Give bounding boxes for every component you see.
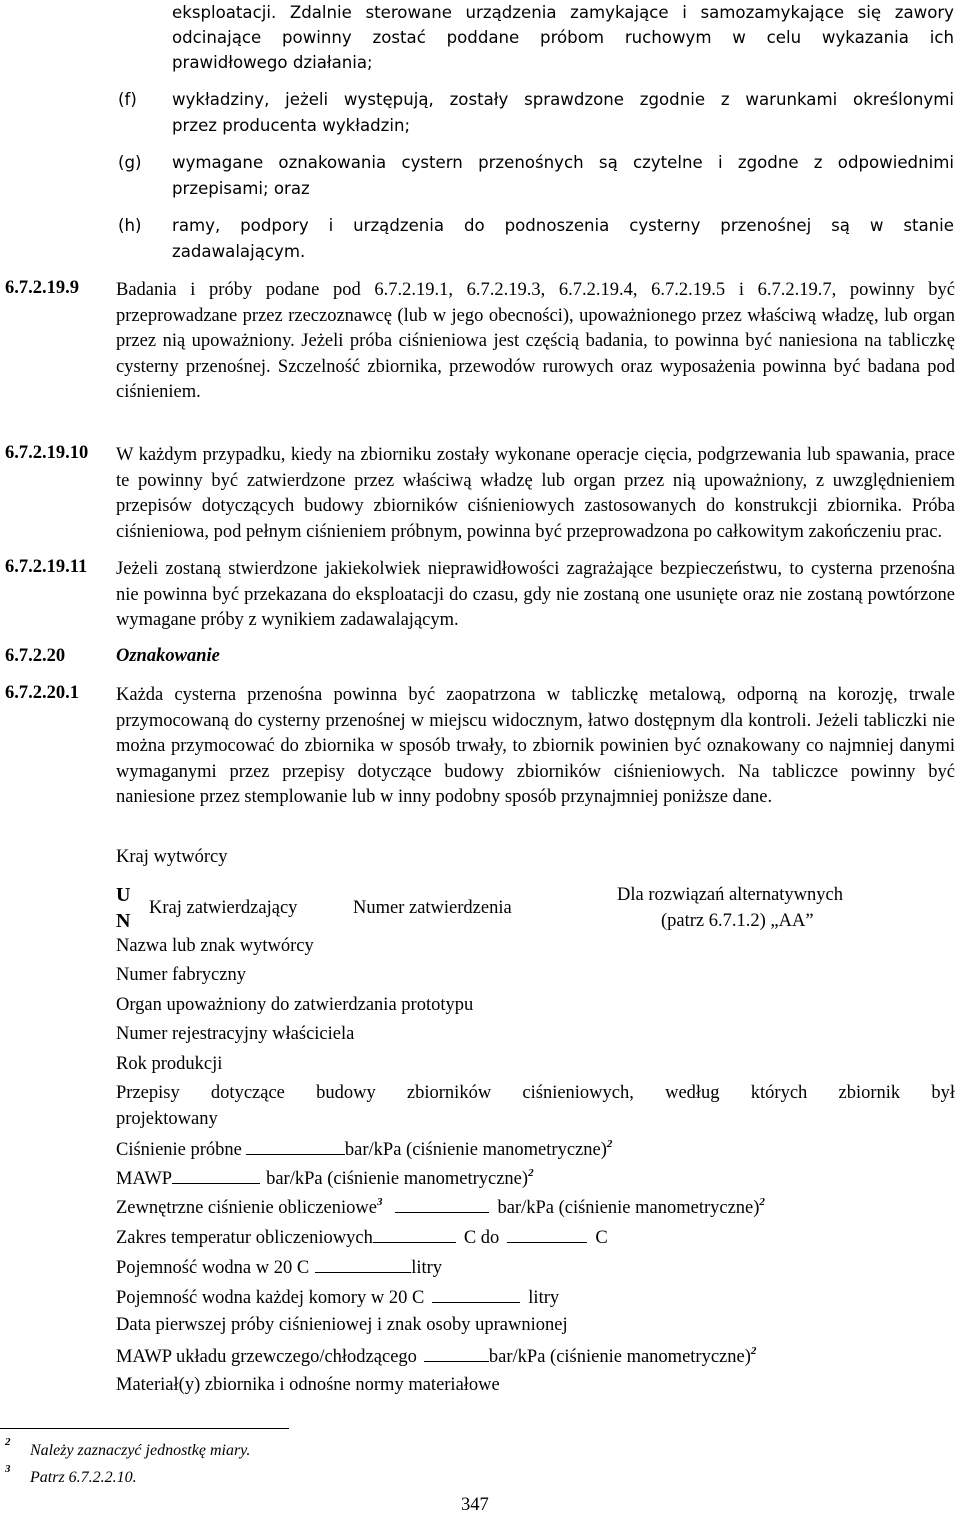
plate-mawp-ukladu-unit: bar/kPa (ciśnienie manometryczne)	[488, 1347, 751, 1367]
plate-pojemnosc-wodna	[116, 1256, 442, 1279]
plate-przepisy-line-2: projektowany	[116, 1109, 218, 1129]
plate-cisnienie-probne-unit: bar/kPa (ciśnienie manometryczne)	[344, 1140, 607, 1160]
item-h-line-2: zadawalającym.	[172, 242, 306, 261]
plate-mawp-ukladu-label: MAWP układu grzewczego/chłodzącego	[116, 1347, 417, 1367]
footnote-separator	[0, 1428, 289, 1429]
plate-nazwa-wytworcy: Nazwa lub znak wytwórcy	[116, 936, 314, 956]
plate-pojemnosc-komory-label: Pojemność wodna każdej komory w 20 C	[116, 1288, 425, 1308]
plate-mawp	[116, 1167, 534, 1190]
footnote-mark-3: 3	[5, 1463, 11, 1475]
plate-mawp-ukladu-blank	[424, 1345, 489, 1362]
section-number-6-7-2-19-11: 6.7.2.19.11	[5, 557, 88, 577]
plate-un-u: U	[116, 884, 131, 906]
plate-numer-rejestracyjny: Numer rejestracyjny właściciela	[116, 1024, 355, 1044]
plate-pojemnosc-komory	[116, 1286, 559, 1309]
section-text-6-7-2-20-1: Każda cysterna przenośna powinna być zaopatrzona w tabliczkę metalową, odporną na korozję, trwale przymocowaną do cysterny przenośnej w miejscu widocznym, łatwo dostępnym dla kontroli. Jeżeli tabliczki nie można przymocować do zbiornika w sposób trwały, to zbiornik powinien być oznakowany co najmniej danymi wymaganymi przez przepisy dotyczące budowy zbiorników ciśnieniowych. Na tabliczce powinny być naniesione przez stemplowanie lub w inny podobny sposób przynajmniej poniższe dane.	[116, 685, 955, 807]
plate-pojemnosc-label: Pojemność wodna w 20 C	[116, 1258, 310, 1278]
plate-pojemnosc-komory-unit: litry	[528, 1288, 560, 1308]
plate-mawp-ukladu	[116, 1345, 756, 1368]
plate-zewnetrzne-footnote-ref-3: 3	[376, 1195, 383, 1208]
top-line-1: eksploatacji. Zdalnie sterowane urządzenia zamykające i samozamykające się zawory	[172, 3, 954, 22]
plate-rok-produkcji: Rok produkcji	[116, 1054, 223, 1074]
plate-zakres-blank-2	[507, 1226, 587, 1243]
plate-zewnetrzne-footnote-ref-2: 2	[759, 1195, 765, 1208]
plate-zakres-temperatur	[116, 1226, 608, 1249]
plate-zakres-label: Zakres temperatur obliczeniowych	[116, 1228, 373, 1248]
section-title-oznakowanie: Oznakowanie	[116, 646, 220, 666]
plate-material: Materiał(y) zbiornika i odnośne normy materiałowe	[116, 1375, 500, 1395]
plate-numer-zatwierdzenia: Numer zatwierdzenia	[353, 898, 512, 918]
item-h-line-1: ramy, podpory i urządzenia do podnoszenia cysterny przenośnej są w stanie	[172, 216, 954, 235]
plate-mawp-label: MAWP	[116, 1169, 173, 1189]
top-line-2: odcinające powinny zostać poddane próbom ruchowym w celu wykazania ich	[172, 28, 954, 47]
plate-organ: Organ upoważniony do zatwierdzania prototypu	[116, 995, 474, 1015]
plate-przepisy-line-1: Przepisy dotyczące budowy zbiorników ciśnieniowych, według których zbiornik był	[116, 1083, 955, 1103]
section-text-6-7-2-19-10: W każdym przypadku, kiedy na zbiorniku zostały wykonane operacje cięcia, podgrzewania lub spawania, prace te powinny być zatwierdzone przez właściwą władzę lub organ przez nią upoważniony, z uwzględnieniem przepisów dotyczących budowy zbiorników ciśnieniowych zastosowanych do konstrukcji zbiornika. Próba ciśnieniowa, pod pełnym ciśnieniem próbnym, powinna być przeprowadzona po całkowitym zakończeniu prac.	[116, 445, 955, 542]
plate-cisnienie-probne-blank	[246, 1138, 345, 1155]
plate-pojemnosc-unit: litry	[411, 1258, 443, 1278]
plate-zakres-unit: C	[595, 1228, 608, 1248]
footnote-text-3: Patrz 6.7.2.2.10.	[30, 1469, 137, 1486]
item-f-line-2: przez producenta wykładzin;	[172, 116, 411, 135]
plate-cisnienie-probne-footnote-ref: 2	[606, 1137, 613, 1150]
plate-zakres-blank-1	[373, 1226, 456, 1243]
plate-kraj-zatwierdzajacy: Kraj zatwierdzający	[149, 898, 298, 918]
plate-cisnienie-probne-label: Ciśnienie próbne	[116, 1140, 242, 1160]
section-text-6-7-2-19-11: Jeżeli zostaną stwierdzone jakiekolwiek nieprawidłowości zagrażające bezpieczeństwu, to cysterna przenośna nie powinna być przekazana do eksploatacji do czasu, gdy nie zostaną one usunięte oraz nie zostaną powtórzone wymagane próby z wynikiem zadawalającym.	[116, 559, 955, 630]
plate-cisnienie-probne	[116, 1138, 612, 1161]
plate-un-n: N	[116, 910, 131, 932]
plate-mawp-blank	[172, 1167, 260, 1184]
plate-mawp-footnote-ref: 2	[528, 1166, 534, 1179]
item-f-label: (f)	[118, 90, 137, 109]
plate-kraj-wytworcy: Kraj wytwórcy	[116, 847, 228, 867]
plate-zewnetrzne-cisnienie	[116, 1196, 765, 1219]
item-g-line-1: wymagane oznakowania cystern przenośnych są czytelne i zgodne z odpowiednimi	[172, 153, 954, 172]
plate-mawp-ukladu-footnote-ref: 2	[750, 1344, 757, 1357]
plate-alternative-line-2: (patrz 6.7.1.2) „AA”	[661, 911, 814, 931]
section-number-6-7-2-20-1: 6.7.2.20.1	[5, 683, 79, 703]
plate-zewnetrzne-blank	[395, 1196, 489, 1213]
plate-zewnetrzne-label: Zewnętrzne ciśnienie obliczeniowe	[116, 1198, 377, 1218]
plate-zewnetrzne-unit: bar/kPa (ciśnienie manometryczne)	[497, 1198, 760, 1218]
section-number-6-7-2-20: 6.7.2.20	[5, 646, 66, 666]
plate-pojemnosc-komory-blank	[432, 1286, 520, 1303]
item-g-line-2: przepisami; oraz	[172, 179, 310, 198]
item-h-label: (h)	[118, 216, 142, 235]
item-f-line-1: wykładziny, jeżeli występują, zostały sprawdzone zgodnie z warunkami określonymi	[172, 90, 954, 109]
footnote-mark-2: 2	[5, 1436, 11, 1448]
plate-data-proby: Data pierwszej próby ciśnieniowej i znak osoby uprawnionej	[116, 1315, 568, 1335]
plate-mawp-unit: bar/kPa (ciśnienie manometryczne)	[266, 1169, 529, 1189]
section-number-6-7-2-19-10: 6.7.2.19.10	[5, 443, 89, 463]
plate-pojemnosc-blank	[315, 1256, 411, 1273]
section-number-6-7-2-19-9: 6.7.2.19.9	[5, 278, 79, 298]
plate-alternative-line-1: Dla rozwiązań alternatywnych	[617, 885, 844, 905]
section-text-6-7-2-19-9: Badania i próby podane pod 6.7.2.19.1, 6.7.2.19.3, 6.7.2.19.4, 6.7.2.19.5 i 6.7.2.19.7, powinny być przeprowadzane przez rzeczoznawcę (lub w jego obecności), upoważnionego przez właściwą władzę, lub organ przez nią upoważniony. Jeżeli próba ciśnieniowa jest częścią badania, to powinna być naniesiona na tabliczkę cysterny przenośnej. Szczelność zbiornika, przewodów rurowych oraz wyposażenia powinna być badana pod ciśnieniem.	[116, 280, 955, 402]
item-g-label: (g)	[118, 153, 142, 172]
plate-numer-fabryczny: Numer fabryczny	[116, 965, 246, 985]
top-line-3: prawidłowego działania;	[172, 53, 373, 72]
page-number: 347	[461, 1495, 489, 1515]
footnote-text-2: Należy zaznaczyć jednostkę miary.	[30, 1442, 251, 1459]
plate-zakres-do: C do	[463, 1228, 500, 1248]
